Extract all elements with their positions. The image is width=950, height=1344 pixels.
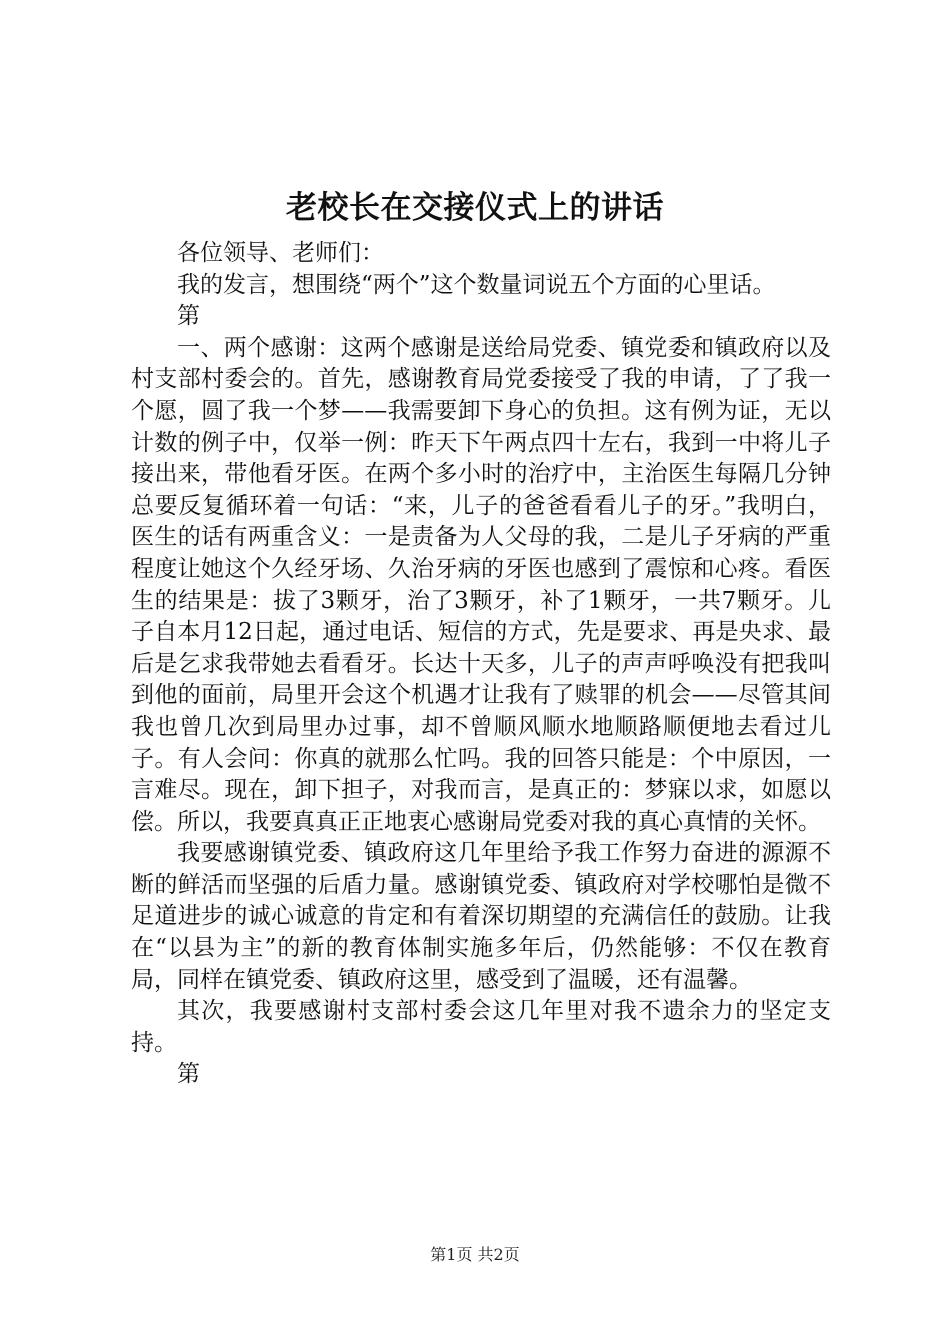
paragraph-section-marker-2: 第 [177, 1061, 200, 1088]
paragraph-two-thanks: 一、两个感谢：这两个感谢是送给局党委、镇党委和镇政府以及村支部村委会的。首先，感谢教育局党委接受了我的申请，了了我一个愿，圆了我一个梦——我需要卸下身心的负担。这有例为证，无以计数的例子中，仅举一例：昨天下午两点四十左右，我到一中将儿子接出来，带他看牙医。在两个多小时的治疗中，主治医生每隔几分钟总要反复循环着一句话：“来，儿子的爸爸看看儿子的牙。”我明白，医生的话有两重含义：一是责备为人父母的我，二是儿子牙病的严重程度让她这个久经牙场、久治牙病的牙医也感到了震惊和心疼。看医生的结果是：拔了3颗牙，治了3颗牙，补了1颗牙，一共7颗牙。儿子自本月12日起，通过电话、短信的方式，先是要求、再是央求、最后是乞求我带她去看看牙。长达十天多，儿子的声声呼唤没有把我叫到他的面前，局里开会这个机遇才让我有了赎罪的机会——尽管其间我也曾几次到局里办过事，却不曾顺风顺水地顺路顺便地去看过儿子。有人会问：你真的就那么忙吗。我的回答只能是：个中原因，一言难尽。现在，卸下担子，对我而言，是真正的：梦寐以求，如愿以偿。所以，我要真真正正地衷心感谢局党委对我的真心真情的关怀。 [131, 334, 831, 835]
document-body [131, 238, 831, 1091]
paragraph-section-marker: 第 [177, 303, 200, 330]
paragraph-intro: 我的发言，想围绕“两个”这个数量词说五个方面的心里话。 [177, 271, 776, 298]
paragraph-thanks-town: 我要感谢镇党委、镇政府这几年里给予我工作努力奋进的源源不断的鲜活而坚强的后盾力量。感谢镇党委、镇政府对学校哪怕是微不足道进步的诚心诚意的肯定和有着深切期望的充满信任的鼓励。让我在“以县为主”的新的教育体制实施多年后，仍然能够：不仅在教育局，同样在镇党委、镇政府这里，感受到了温暖，还有温馨。 [131, 840, 831, 993]
paragraph-thanks-village: 其次，我要感谢村支部村委会这几年里对我不遗余力的坚定支持。 [131, 998, 831, 1056]
document-title: 老校长在交接仪式上的讲话 [286, 190, 664, 226]
paragraph-salutation: 各位领导、老师们： [177, 240, 384, 266]
page-number-footer: 第1页 共2页 [430, 1245, 520, 1264]
